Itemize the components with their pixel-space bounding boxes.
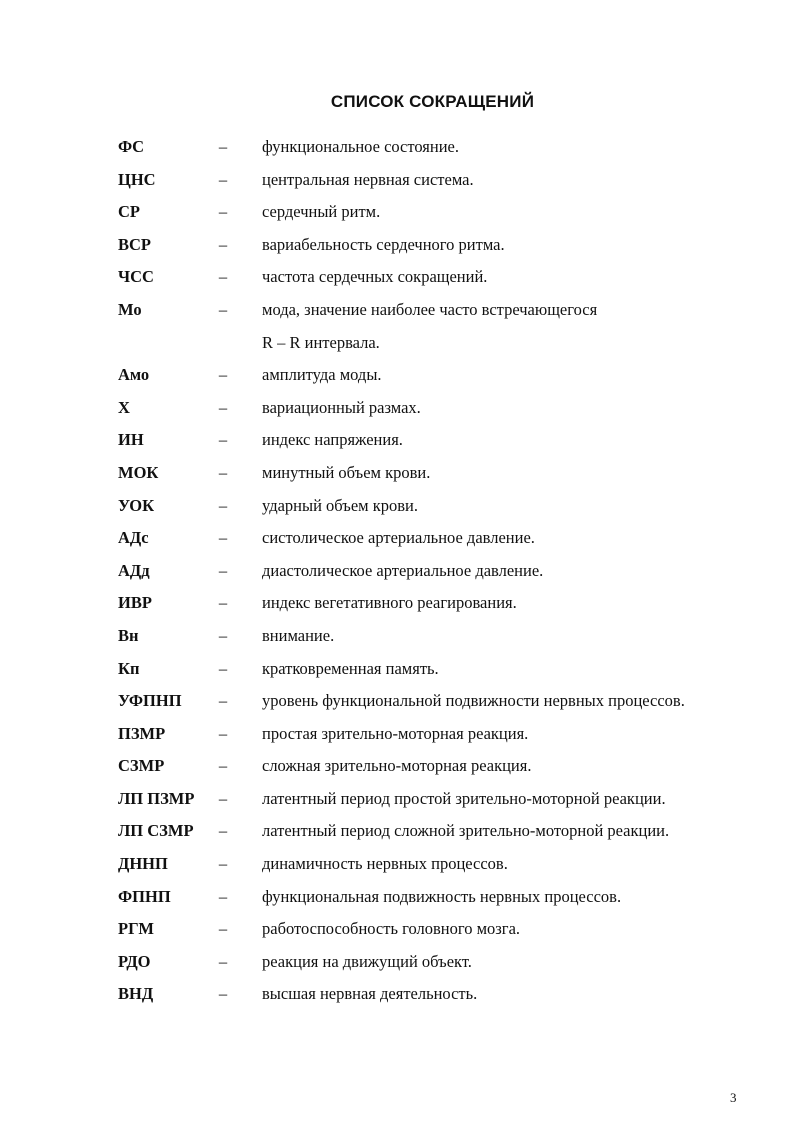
dash-separator: –: [218, 397, 228, 417]
abbreviation-row: [0, 622, 793, 655]
dash-separator: –: [218, 299, 228, 319]
abbreviation-term: ИВР: [118, 593, 152, 613]
abbreviation-definition: систолическое артериальное давление.: [262, 528, 535, 548]
abbreviation-row: [0, 687, 793, 720]
abbreviation-term: СР: [118, 202, 140, 222]
abbreviation-term: ФПНП: [118, 886, 171, 906]
abbreviation-definition: индекс вегетативного реагирования.: [262, 593, 517, 613]
abbreviation-term: ФС: [118, 137, 145, 156]
abbreviation-definition: частота сердечных сокращений.: [262, 267, 488, 287]
dash-separator: –: [218, 854, 228, 874]
abbreviation-definition: сложная зрительно-моторная реакция.: [262, 756, 532, 776]
abbreviation-term: ЦНС: [118, 169, 156, 189]
abbreviation-definition: внимание.: [262, 625, 335, 645]
abbreviation-row: [0, 524, 793, 557]
abbreviation-definition: простая зрительно-моторная реакция.: [262, 723, 529, 743]
abbreviation-row: [0, 394, 793, 427]
dash-separator: –: [218, 169, 228, 189]
dash-separator: –: [218, 951, 228, 971]
abbreviation-term: ЛП СЗМР: [118, 821, 194, 841]
abbreviation-definition: уровень функциональной подвижности нервных процессов.: [262, 691, 685, 711]
abbreviation-row: [0, 557, 793, 590]
dash-separator: –: [218, 430, 228, 450]
abbreviation-row: [0, 752, 793, 785]
dash-separator: –: [218, 886, 228, 906]
dash-separator: –: [218, 658, 228, 678]
abbreviation-definition: динамичность нервных процессов.: [262, 854, 508, 874]
abbreviation-row: [0, 459, 793, 492]
abbreviation-term: ВСР: [118, 234, 151, 254]
dash-separator: –: [218, 462, 228, 482]
abbreviation-row: [0, 263, 793, 296]
abbreviation-row: [0, 817, 793, 850]
abbreviation-row: [0, 166, 793, 199]
dash-separator: –: [218, 528, 228, 548]
abbreviation-term: Кп: [118, 658, 140, 678]
abbreviation-definition: центральная нервная система.: [262, 169, 474, 189]
abbreviation-term: ЛП ПЗМР: [118, 788, 195, 808]
abbreviation-row: [0, 133, 793, 166]
dash-separator: –: [218, 137, 228, 156]
abbreviation-row: [0, 492, 793, 525]
abbreviation-term: ЧСС: [118, 267, 154, 287]
abbreviation-row: [0, 915, 793, 948]
dash-separator: –: [218, 593, 228, 613]
dash-separator: –: [218, 723, 228, 743]
dash-separator: –: [218, 919, 228, 939]
abbreviation-term: РГМ: [118, 919, 154, 939]
abbreviation-term: ПЗМР: [118, 723, 166, 743]
dash-separator: –: [218, 691, 228, 711]
abbreviation-row: [0, 589, 793, 622]
abbreviation-row: [0, 785, 793, 818]
abbreviation-term: ВНД: [118, 984, 154, 1004]
dash-separator: –: [218, 365, 228, 385]
abbreviation-definition: индекс напряжения.: [262, 430, 403, 450]
abbreviation-definition: латентный период простой зрительно-моторной реакции.: [262, 788, 666, 808]
abbreviation-term: Вн: [118, 625, 139, 645]
abbreviation-term: СЗМР: [118, 756, 165, 776]
abbreviation-term: УОК: [118, 495, 155, 515]
abbreviation-term: ДННП: [118, 854, 168, 874]
abbreviation-definition: амплитуда моды.: [262, 365, 382, 385]
abbreviation-term: Амо: [118, 365, 150, 385]
abbreviation-definition: кратковременная память.: [262, 658, 439, 678]
abbreviation-list: [0, 133, 793, 1013]
abbreviation-row: [0, 426, 793, 459]
abbreviation-term: МОК: [118, 462, 159, 482]
abbreviation-row: [0, 329, 793, 362]
abbreviation-definition: работоспособность головного мозга.: [262, 919, 521, 939]
abbreviation-definition: ударный объем крови.: [262, 495, 418, 515]
dash-separator: –: [218, 788, 228, 808]
abbreviation-definition: вариационный размах.: [262, 397, 421, 417]
dash-separator: –: [218, 267, 228, 287]
abbreviation-definition: латентный период сложной зрительно-моторной реакции.: [262, 821, 670, 841]
abbreviation-row: [0, 198, 793, 231]
dash-separator: –: [218, 560, 228, 580]
abbreviation-term: РДО: [118, 951, 151, 971]
abbreviation-row: [0, 948, 793, 981]
abbreviation-definition: реакция на движущий объект.: [262, 951, 472, 971]
abbreviation-row: [0, 361, 793, 394]
abbreviation-term: АДд: [118, 560, 150, 580]
abbreviation-definition: высшая нервная деятельность.: [262, 984, 478, 1004]
abbreviation-definition: диастолическое артериальное давление.: [262, 560, 544, 580]
abbreviation-definition: функциональное состояние.: [262, 137, 460, 156]
dash-separator: –: [218, 234, 228, 254]
page-number: 3: [730, 1090, 737, 1105]
abbreviation-definition: функциональная подвижность нервных процессов.: [262, 886, 622, 906]
abbreviation-row: [0, 883, 793, 916]
abbreviation-definition: сердечный ритм.: [262, 202, 381, 222]
abbreviation-term: ИН: [118, 430, 144, 450]
abbreviation-row: [0, 720, 793, 753]
dash-separator: –: [218, 821, 228, 841]
abbreviation-definition: вариабельность сердечного ритма.: [262, 234, 505, 254]
abbreviation-definition: минутный объем крови.: [262, 462, 431, 482]
abbreviation-row: [0, 980, 793, 1013]
dash-separator: –: [218, 202, 228, 222]
abbreviation-row: [0, 655, 793, 688]
abbreviation-term: АДс: [118, 528, 149, 548]
abbreviation-definition: мода, значение наиболее часто встречающегося: [262, 299, 598, 319]
page-title: СПИСОК СОКРАЩЕНИЙ: [330, 92, 535, 111]
dash-separator: –: [218, 495, 228, 515]
abbreviation-term: Х: [118, 397, 130, 417]
dash-separator: –: [218, 625, 228, 645]
abbreviation-definition: R – R интервала.: [262, 332, 380, 352]
abbreviation-row: [0, 231, 793, 264]
abbreviation-row: [0, 850, 793, 883]
abbreviation-term: Мо: [118, 299, 142, 319]
abbreviation-term: УФПНП: [118, 691, 182, 711]
dash-separator: –: [218, 984, 228, 1004]
abbreviation-row: [0, 296, 793, 329]
dash-separator: –: [218, 756, 228, 776]
